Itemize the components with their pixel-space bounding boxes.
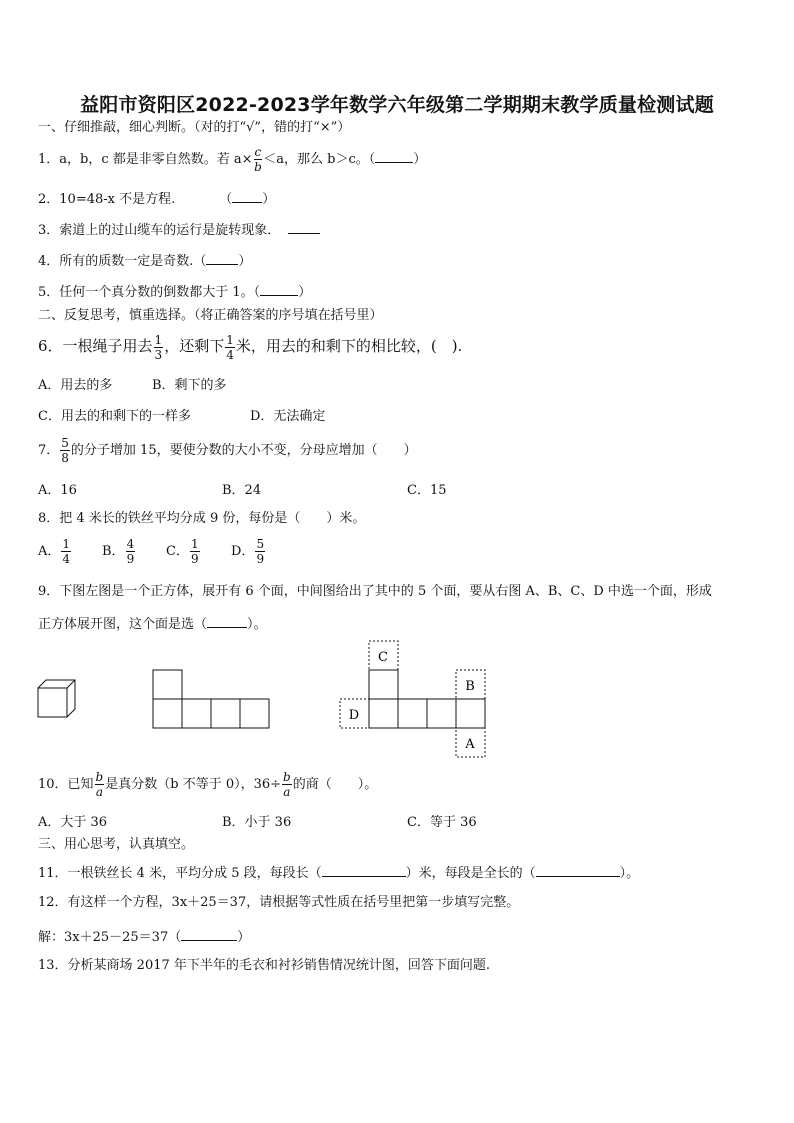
q11-length-blank[interactable] bbox=[322, 862, 406, 877]
q10-f2-denominator: a bbox=[283, 785, 291, 799]
q11-text-end: ）。 bbox=[619, 866, 640, 881]
face-label-a: A bbox=[465, 737, 475, 752]
q12-solution-text: 解：3x＋25－25＝37（ bbox=[38, 930, 182, 945]
middle-net-figure bbox=[153, 670, 269, 728]
q1-close-paren: ） bbox=[413, 152, 427, 167]
q1-text-start: 1．a，b，c 都是非零自然数。若 a× bbox=[38, 152, 253, 167]
q8-d-num: 5 bbox=[256, 537, 265, 551]
q8-c-label: C． bbox=[166, 544, 189, 559]
cube-figure bbox=[38, 680, 75, 717]
q8-d-label: D． bbox=[231, 544, 255, 559]
q1-text-end: ＜a，那么 b＞c。（ bbox=[263, 152, 376, 167]
q12-answer-blank[interactable] bbox=[181, 926, 237, 941]
q6-f1-denominator: 3 bbox=[154, 347, 163, 362]
q6-text-end: 米，用去的和剩下的相比较，( ). bbox=[235, 337, 463, 355]
face-label-c: C bbox=[378, 650, 388, 665]
q6-text-mid: ，还剩下 bbox=[164, 337, 225, 355]
q10-f1-numerator: b bbox=[95, 770, 104, 784]
q4-text: 4．所有的质数一定是奇数.（ bbox=[38, 254, 207, 269]
q12-close-paren: ） bbox=[237, 930, 251, 945]
q7-text: 的分子增加 15，要使分数的大小不变，分母应增加（ ） bbox=[70, 443, 417, 458]
q6-option-d[interactable]: D．无法确定 bbox=[250, 409, 326, 424]
q2-open-paren: （ bbox=[219, 192, 233, 207]
q6-option-c[interactable]: C．用去的和剩下的一样多 bbox=[38, 409, 191, 424]
section-1-heading: 一、仔细推敲，细心判断。（对的打“√”，错的打“×”） bbox=[38, 120, 351, 135]
q8-a-den: 4 bbox=[62, 552, 71, 566]
question-9-line-1: 9．下图左图是一个正方体，展开有 6 个面，中间图给出了其中的 5 个面，要从右图 A、B、C、D 中选一个面，形成 bbox=[38, 584, 712, 599]
q6-option-b[interactable]: B．剩下的多 bbox=[152, 378, 227, 393]
section-3-heading: 三、用心思考，认真填空。 bbox=[38, 837, 195, 852]
q6-text-start: 6．一根绳子用去 bbox=[38, 337, 153, 355]
q7-option-b[interactable]: B．24 bbox=[222, 483, 262, 498]
q8-d-den: 9 bbox=[256, 552, 265, 566]
q7-option-c[interactable]: C．15 bbox=[407, 483, 447, 498]
q12-solution bbox=[38, 926, 250, 947]
q8-b-den: 9 bbox=[126, 552, 135, 566]
q10-text-start: 10．已知 bbox=[38, 777, 94, 792]
q10-text-end: 的商（ ）。 bbox=[292, 777, 378, 792]
q9-close-paren: ）。 bbox=[247, 617, 267, 632]
q10-option-b[interactable]: B．小于 36 bbox=[222, 815, 292, 830]
face-label-d: D bbox=[348, 708, 360, 723]
q10-fraction-2 bbox=[282, 771, 292, 798]
q5-text: 5．任何一个真分数的倒数都大于 1。（ bbox=[38, 285, 261, 300]
face-label-b: B bbox=[465, 679, 475, 694]
question-13: 13．分析某商场 2017 年下半年的毛衣和衬衫销售情况统计图，回答下面问题. bbox=[38, 958, 491, 973]
q7-denominator: 8 bbox=[61, 451, 69, 465]
q8-b-label: B． bbox=[102, 544, 125, 559]
q8-b-num: 4 bbox=[126, 537, 135, 551]
question-10 bbox=[38, 770, 377, 800]
q2-text: 2．10=48-x 不是方程. bbox=[38, 192, 176, 207]
q10-f1-denominator: a bbox=[95, 785, 103, 799]
q10-fraction-1 bbox=[95, 771, 105, 798]
q11-text-mid: ）米，每段是全长的（ bbox=[405, 866, 536, 881]
question-8: 8．把 4 米长的铁丝平均分成 9 份，每份是（ ）米。 bbox=[38, 511, 366, 526]
q2-close-paren: ） bbox=[262, 192, 276, 207]
question-11 bbox=[38, 862, 639, 883]
q7-number: 7． bbox=[38, 443, 60, 458]
q10-option-a[interactable]: A．大于 36 bbox=[38, 815, 108, 830]
q6-f2-denominator: 4 bbox=[226, 347, 234, 362]
q3-text: 3．索道上的过山缆车的运行是旋转现象． bbox=[38, 223, 281, 238]
q1-denominator: b bbox=[254, 160, 262, 174]
q10-option-c[interactable]: C．等于 36 bbox=[407, 815, 477, 830]
q11-text-start: 11．一根铁丝长 4 米，平均分成 5 段，每段长（ bbox=[38, 866, 322, 881]
q8-a-label: A． bbox=[38, 544, 61, 559]
q7-option-a[interactable]: A．16 bbox=[38, 483, 77, 498]
q6-option-a[interactable]: A．用去的多 bbox=[38, 378, 113, 393]
q10-f2-numerator: b bbox=[283, 770, 291, 784]
q11-fraction-blank[interactable] bbox=[536, 862, 620, 877]
q8-c-num: 1 bbox=[190, 537, 199, 551]
q6-f2-numerator: 1 bbox=[226, 332, 234, 347]
section-2-heading: 二、反复思考，慎重选择。（将正确答案的序号填在括号里） bbox=[38, 308, 383, 323]
q4-close-paren: ） bbox=[238, 254, 252, 269]
q10-text-mid: 是真分数（b 不等于 0），36÷ bbox=[105, 777, 282, 792]
q6-f1-numerator: 1 bbox=[154, 332, 163, 347]
q8-c-den: 9 bbox=[190, 552, 199, 566]
q1-numerator: c bbox=[254, 145, 262, 159]
question-12: 12．有这样一个方程，3x＋25＝37，请根据等式性质在括号里把第一步填写完整。 bbox=[38, 895, 520, 910]
q8-a-num: 1 bbox=[62, 537, 71, 551]
q7-numerator: 5 bbox=[61, 436, 69, 450]
q5-close-paren: ） bbox=[298, 285, 312, 300]
page-title: 益阳市资阳区2022-2023学年数学六年级第二学期期末教学质量检测试题 bbox=[80, 94, 714, 116]
q9-text: 正方体展开图，这个面是选（ bbox=[38, 617, 208, 632]
